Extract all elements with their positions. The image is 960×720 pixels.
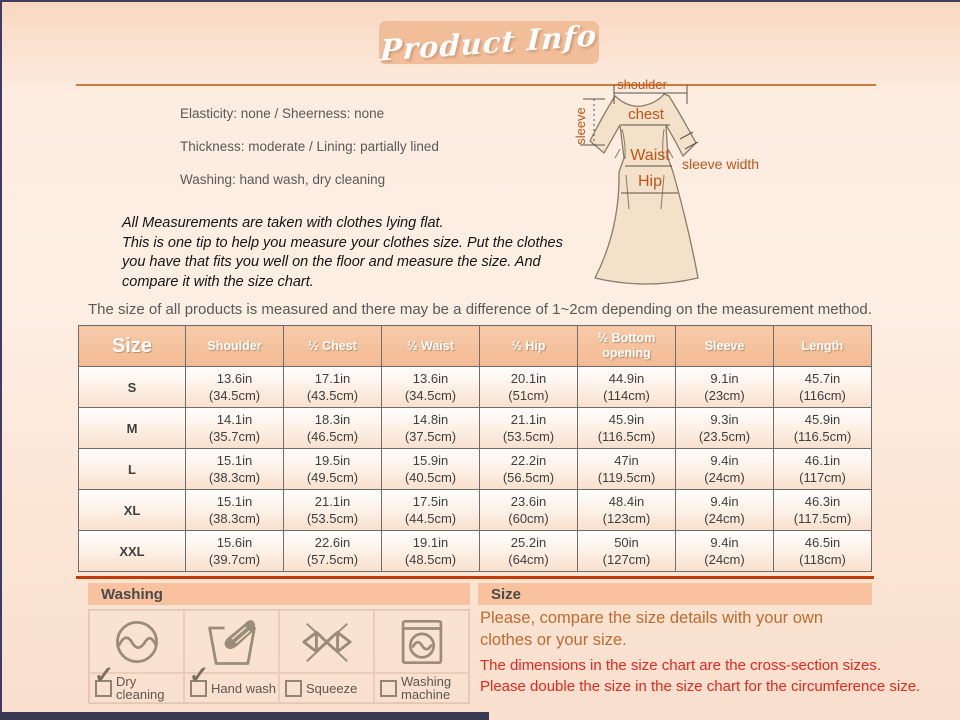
measurement-cell <box>578 531 676 572</box>
value-inches: 15.6in <box>216 535 253 550</box>
value-inches: 45.7in <box>804 371 841 386</box>
washing-machine-icon <box>395 616 449 668</box>
value-centimeters: (24cm) <box>704 470 745 485</box>
value-centimeters: (48.5cm) <box>404 552 457 567</box>
value-centimeters: (44.5cm) <box>404 511 457 526</box>
measurement-cell <box>382 408 480 449</box>
measurement-cell <box>774 408 872 449</box>
dry-cleaning-icon <box>109 616 165 668</box>
care-label: Washing machine <box>401 674 452 702</box>
attribute-thickness: Thickness: moderate / Lining: partially lined <box>180 139 439 154</box>
measurement-cell <box>480 490 578 531</box>
measurement-cell <box>578 408 676 449</box>
measurement-note-line: you have that fits you well on the floor and measure the size. And <box>122 254 541 270</box>
window-frame-bottom-edge <box>0 712 489 720</box>
value-centimeters: (117cm) <box>799 470 846 485</box>
measurement-cell <box>480 531 578 572</box>
measurement-cell <box>480 367 578 408</box>
size-label: XL <box>79 490 186 531</box>
section-divider-line <box>76 576 874 579</box>
measurement-cell <box>774 449 872 490</box>
value-inches: 14.1in <box>216 412 253 427</box>
measurement-cell <box>284 490 382 531</box>
value-inches: 19.5in <box>314 453 351 468</box>
value-inches: 47in <box>614 453 639 468</box>
value-centimeters: (123cm) <box>602 511 651 526</box>
washing-machine-cell <box>374 610 469 673</box>
value-centimeters: (116.5cm) <box>793 429 852 444</box>
column-header: ½ Chest <box>284 326 382 367</box>
value-inches: 15.1in <box>216 494 253 509</box>
attribute-washing: Washing: hand wash, dry cleaning <box>180 172 386 187</box>
washing-section-header <box>88 583 470 605</box>
size-label: XXL <box>79 531 186 572</box>
value-centimeters: (56.5cm) <box>502 470 555 485</box>
washing-care-table <box>88 609 470 704</box>
measurement-cell <box>676 490 774 531</box>
value-inches: 15.1in <box>216 453 253 468</box>
value-centimeters: (23cm) <box>704 388 745 403</box>
value-centimeters: (38.3cm) <box>208 470 261 485</box>
washing-section-title: Washing <box>101 585 163 603</box>
value-centimeters: (127cm) <box>602 552 651 567</box>
size-label: L <box>79 449 186 490</box>
column-header: Sleeve <box>676 326 774 367</box>
value-inches: 21.1in <box>510 412 547 427</box>
squeeze-icon <box>296 616 358 668</box>
measurement-note-line: This is one tip to help you measure your clothes size. Put the clothes <box>122 234 563 251</box>
value-centimeters: (64cm) <box>508 552 549 567</box>
dress-diagram <box>556 79 768 297</box>
measurement-cell <box>578 367 676 408</box>
value-centimeters: (43.5cm) <box>306 388 359 403</box>
size-warning-note-line: Please double the size in the size chart for the circumference size. <box>480 677 921 695</box>
value-inches: 46.1in <box>804 453 841 468</box>
measurement-note-line: All Measurements are taken with clothes lying flat. <box>122 215 444 231</box>
size-disclaimer: The size of all products is measured and there may be a difference of 1~2cm depending on the measurement method. <box>88 301 872 318</box>
value-inches: 22.2in <box>510 453 547 468</box>
value-centimeters: (23.5cm) <box>698 429 751 444</box>
value-centimeters: (39.7cm) <box>208 552 261 567</box>
chest-label: chest <box>628 106 664 123</box>
product-attributes <box>180 104 439 203</box>
measurement-cell <box>480 408 578 449</box>
care-label: Squeeze <box>306 680 358 696</box>
value-inches: 46.5in <box>804 535 841 550</box>
hand-wash-label-cell <box>184 673 279 703</box>
size-column-header: Size <box>79 326 186 367</box>
value-inches: 9.4in <box>710 453 739 468</box>
value-inches: 9.3in <box>710 412 739 427</box>
measurement-cell <box>186 408 284 449</box>
column-header: ½ Bottom opening <box>578 326 676 367</box>
measurement-cell <box>676 531 774 572</box>
value-centimeters: (51cm) <box>508 388 549 403</box>
page-title-banner <box>379 17 599 68</box>
value-centimeters: (117.5cm) <box>793 511 852 526</box>
shoulder-label: shoulder <box>617 79 667 92</box>
value-inches: 15.9in <box>412 453 449 468</box>
size-table <box>78 325 872 572</box>
table-row <box>79 408 872 449</box>
window-frame-top-edge <box>0 0 960 2</box>
sleeve-label: sleeve <box>573 107 588 145</box>
value-inches: 50in <box>614 535 639 550</box>
table-row <box>79 449 872 490</box>
value-centimeters: (34.5cm) <box>404 388 457 403</box>
value-inches: 9.1in <box>710 371 739 386</box>
value-inches: 13.6in <box>412 371 449 386</box>
value-inches: 48.4in <box>608 494 645 509</box>
value-inches: 44.9in <box>608 371 645 386</box>
hip-label: Hip <box>637 173 663 190</box>
size-compare-note-line: Please, compare the size details with your own <box>480 609 824 627</box>
value-inches: 18.3in <box>314 412 351 427</box>
measurement-cell <box>480 449 578 490</box>
value-inches: 19.1in <box>412 535 449 550</box>
page-title: Product Info <box>379 17 599 68</box>
size-label: S <box>79 367 186 408</box>
washing-machine-checkbox[interactable] <box>380 680 397 697</box>
squeeze-checkbox[interactable] <box>285 680 302 697</box>
value-centimeters: (37.5cm) <box>404 429 457 444</box>
squeeze-label-cell <box>279 673 374 703</box>
size-label: M <box>79 408 186 449</box>
column-header: Length <box>774 326 872 367</box>
value-centimeters: (49.5cm) <box>306 470 359 485</box>
value-inches: 9.4in <box>710 535 739 550</box>
value-centimeters: (35.7cm) <box>208 429 261 444</box>
value-centimeters: (53.5cm) <box>502 429 555 444</box>
dress-illustration <box>556 79 768 297</box>
value-centimeters: (46.5cm) <box>306 429 359 444</box>
value-centimeters: (116.5cm) <box>597 429 656 444</box>
measurement-cell <box>186 490 284 531</box>
measurement-cell <box>284 408 382 449</box>
table-row <box>79 367 872 408</box>
table-row <box>79 490 872 531</box>
value-centimeters: (40.5cm) <box>404 470 457 485</box>
hand-wash-checkbox[interactable] <box>190 680 207 697</box>
measurement-cell <box>186 367 284 408</box>
table-row <box>79 531 872 572</box>
measurement-note-line: compare it with the size chart. <box>122 273 314 290</box>
size-section-header <box>478 583 872 605</box>
value-centimeters: (116cm) <box>799 388 846 403</box>
value-inches: 14.8in <box>412 412 449 427</box>
measurement-cell <box>284 531 382 572</box>
value-centimeters: (53.5cm) <box>306 511 359 526</box>
value-centimeters: (24cm) <box>704 511 745 526</box>
measurement-cell <box>186 449 284 490</box>
column-header: ½ Waist <box>382 326 480 367</box>
dry-cleaning-checkbox[interactable] <box>95 680 112 697</box>
measurement-cell <box>382 531 480 572</box>
value-inches: 25.2in <box>510 535 547 550</box>
header-row <box>79 326 872 367</box>
hand-wash-icon <box>204 616 260 668</box>
value-inches: 45.9in <box>608 412 645 427</box>
measurement-cell <box>676 408 774 449</box>
measurement-cell <box>774 490 872 531</box>
value-inches: 21.1in <box>314 494 351 509</box>
measurement-cell <box>676 367 774 408</box>
value-inches: 22.6in <box>314 535 351 550</box>
value-inches: 9.4in <box>710 494 739 509</box>
value-inches: 17.1in <box>314 371 351 386</box>
sleeve-width-label: sleeve width <box>682 156 760 172</box>
measurement-cell <box>676 449 774 490</box>
value-inches: 13.6in <box>216 371 253 386</box>
size-section-title: Size <box>491 585 522 603</box>
value-inches: 17.5in <box>412 494 449 509</box>
size-compare-note-line: clothes or your size. <box>480 630 627 649</box>
measurement-note <box>122 214 592 292</box>
care-label: Dry cleaning <box>116 674 165 702</box>
washing-machine-label-cell <box>374 673 469 703</box>
value-centimeters: (57.5cm) <box>306 552 359 567</box>
measurement-cell <box>382 367 480 408</box>
value-centimeters: (118cm) <box>799 552 846 567</box>
measurement-cell <box>578 490 676 531</box>
value-centimeters: (24cm) <box>704 552 745 567</box>
value-inches: 20.1in <box>510 371 547 386</box>
dry-cleaning-label-cell <box>89 673 184 703</box>
care-label: Hand wash <box>211 680 277 696</box>
value-centimeters: (60cm) <box>508 511 549 526</box>
size-warning-note <box>480 656 958 697</box>
value-centimeters: (114cm) <box>603 388 650 403</box>
measurement-cell <box>186 531 284 572</box>
measurement-cell <box>774 531 872 572</box>
size-warning-note-line: The dimensions in the size chart are the cross-section sizes. <box>480 657 882 674</box>
measurement-cell <box>774 367 872 408</box>
value-inches: 46.3in <box>804 494 841 509</box>
value-inches: 45.9in <box>804 412 841 427</box>
size-compare-note <box>480 608 950 651</box>
attribute-elasticity: Elasticity: none / Sheerness: none <box>180 106 385 121</box>
column-header: Shoulder <box>186 326 284 367</box>
window-frame-left-edge <box>0 0 2 720</box>
value-centimeters: (38.3cm) <box>208 511 261 526</box>
column-header: ½ Hip <box>480 326 578 367</box>
squeeze-cell <box>279 610 374 673</box>
measurement-cell <box>578 449 676 490</box>
measurement-cell <box>284 367 382 408</box>
value-inches: 23.6in <box>510 494 547 509</box>
value-centimeters: (119.5cm) <box>597 470 656 485</box>
waist-label: Waist <box>630 147 670 164</box>
value-centimeters: (34.5cm) <box>208 388 261 403</box>
measurement-cell <box>382 490 480 531</box>
measurement-cell <box>382 449 480 490</box>
measurement-cell <box>284 449 382 490</box>
